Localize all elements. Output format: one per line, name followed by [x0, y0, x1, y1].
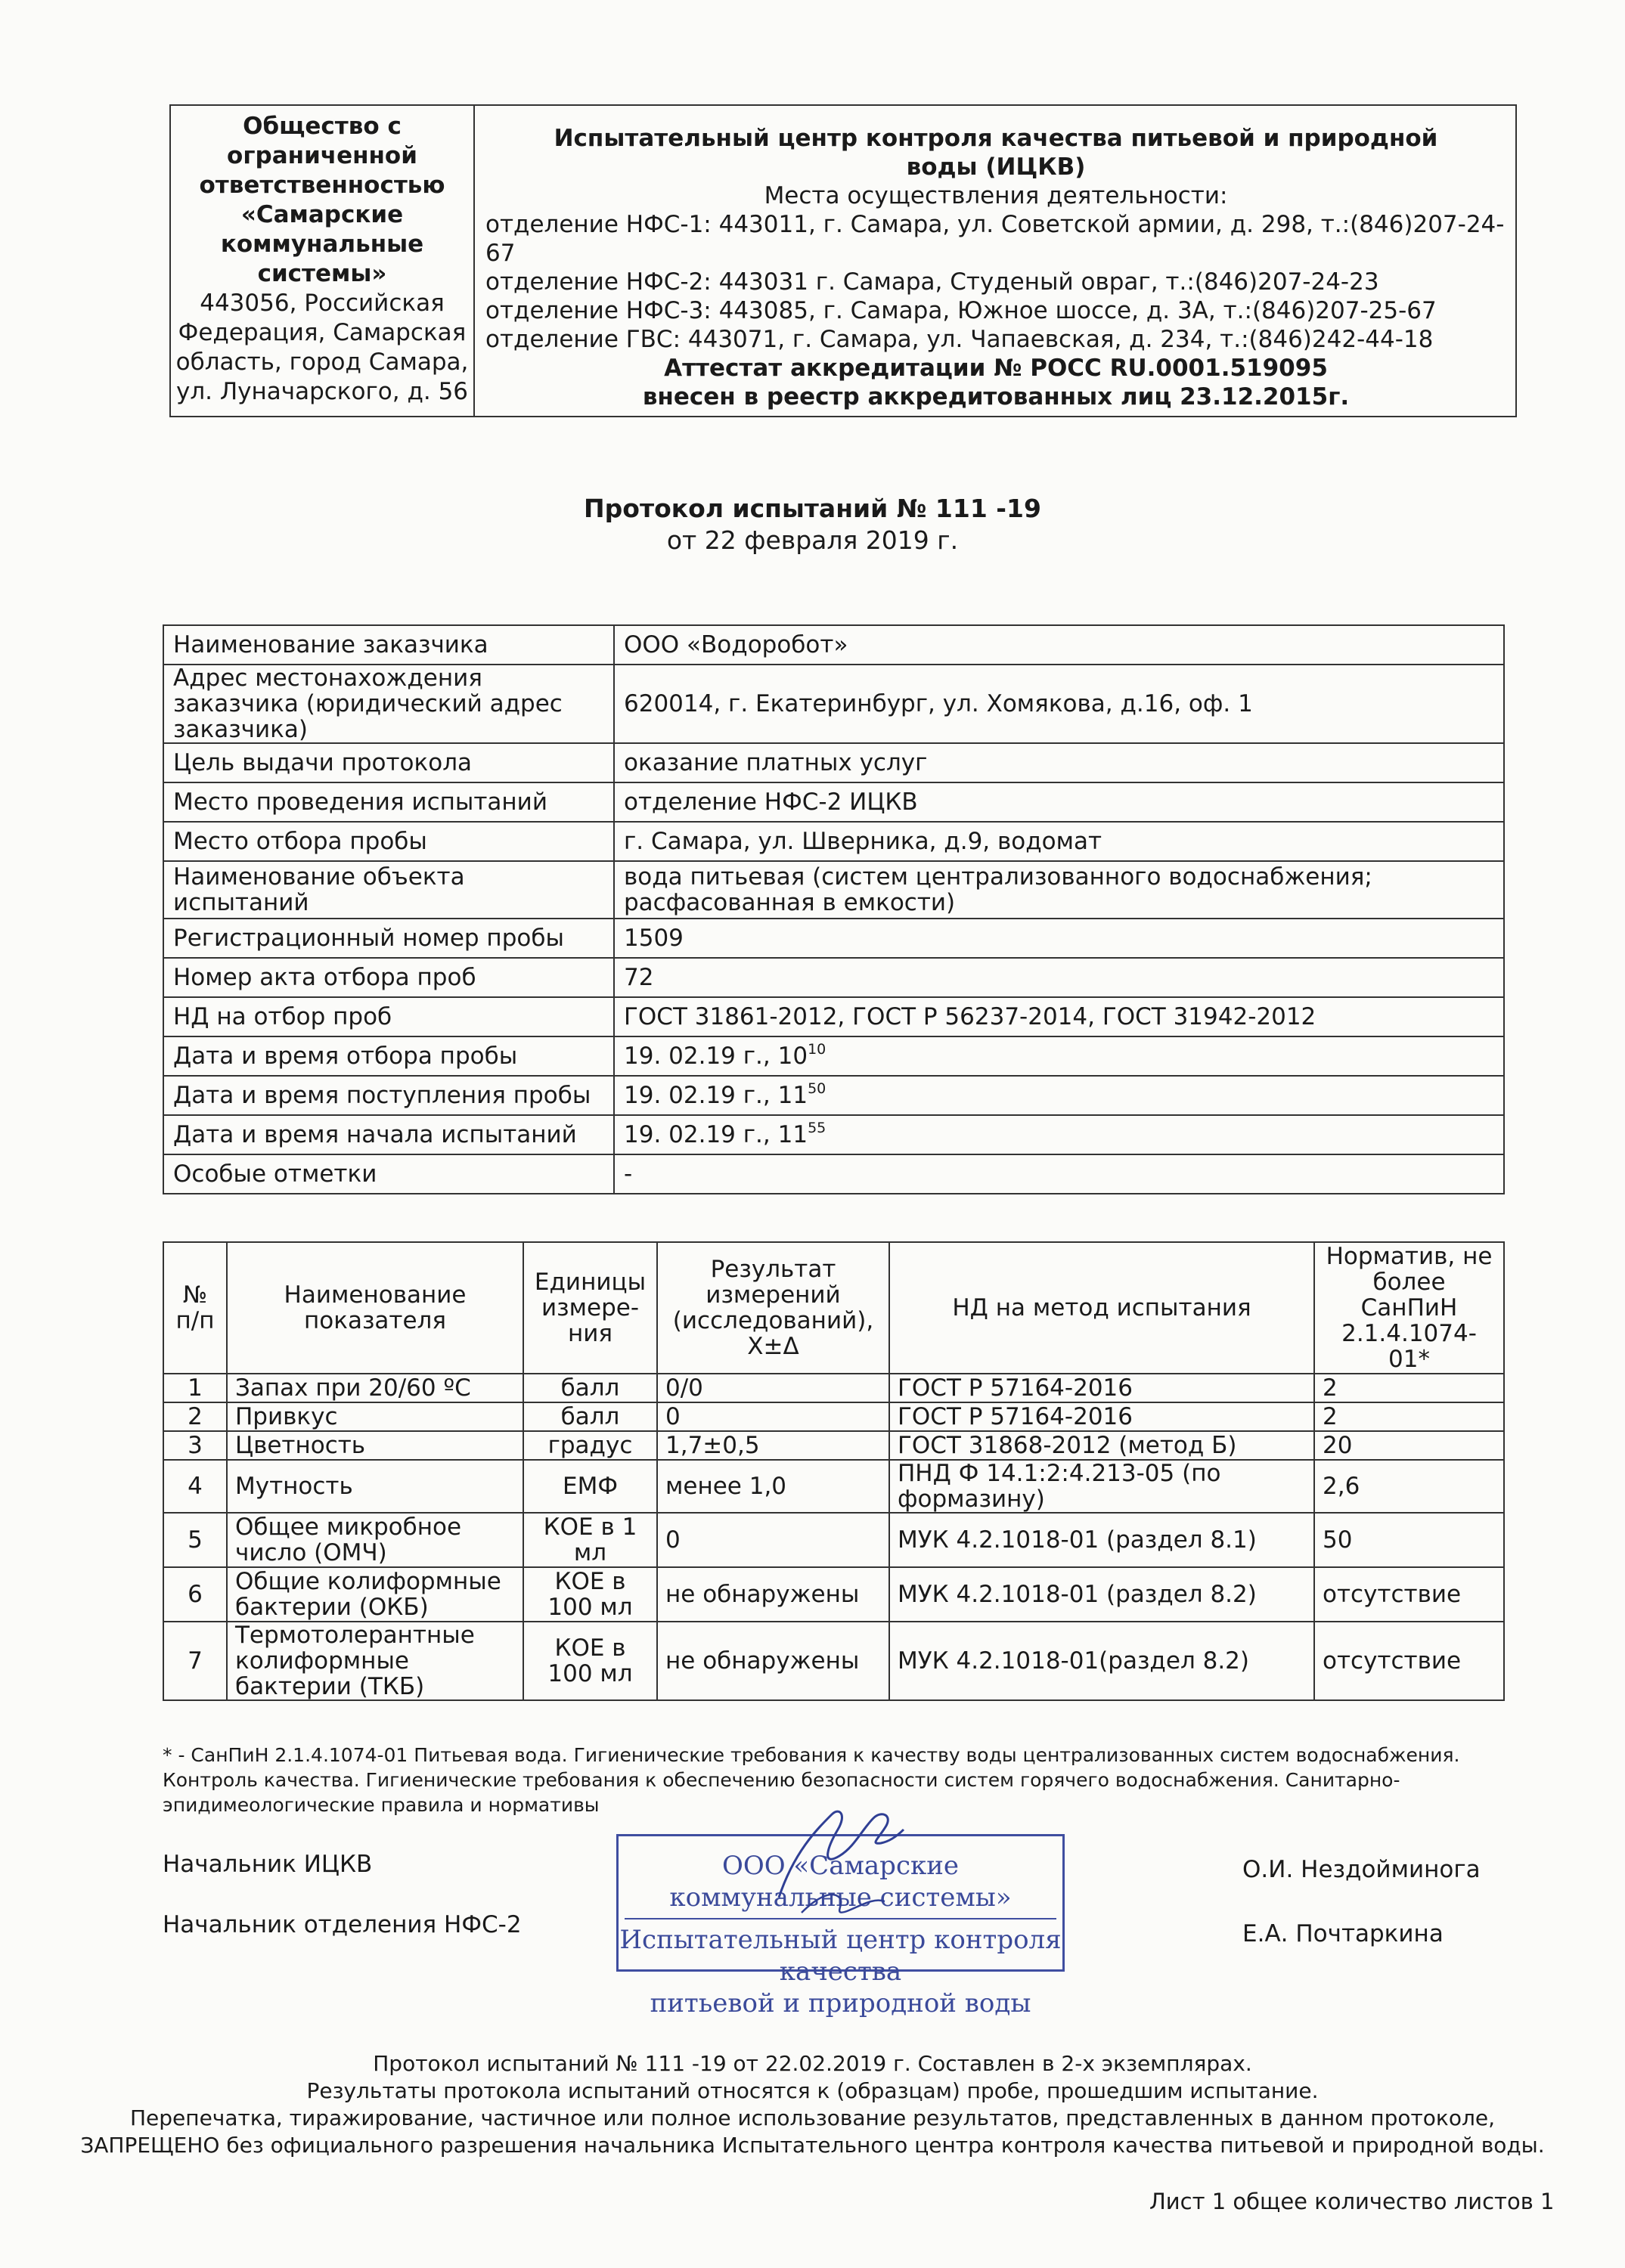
info-key: Наименование заказчика: [163, 625, 614, 665]
info-key: Наименование объекта испытаний: [163, 861, 614, 919]
cell-norm: отсутствие: [1314, 1622, 1504, 1700]
cell-method: ГОСТ Р 57164-2016: [889, 1402, 1314, 1431]
info-key: Особые отметки: [163, 1154, 614, 1194]
cell-result: 0/0: [657, 1374, 889, 1402]
time-minutes: 55: [808, 1120, 826, 1136]
time-minutes: 10: [808, 1041, 826, 1058]
branch-line: отделение ГВС: 443071, г. Самара, ул. Чапаевская, д. 234, т.:(846)242-44-18: [485, 326, 1434, 353]
org-address-line: область, город Самара,: [175, 349, 469, 376]
cell-method: МУК 4.2.1018-01 (раздел 8.2): [889, 1567, 1314, 1622]
info-value: [614, 782, 1504, 822]
cell-number: 7: [163, 1622, 227, 1700]
places-label: Места осуществления деятельности:: [764, 182, 1228, 209]
protocol-title: Протокол испытаний № 111 -19: [584, 494, 1041, 523]
cell-number: 6: [163, 1567, 227, 1622]
info-value: [614, 1036, 1504, 1076]
header-norm: Норматив, не более СанПиН 2.1.4.1074-01*: [1314, 1242, 1504, 1374]
cell-name: Мутность: [227, 1460, 523, 1513]
info-value: [614, 861, 1504, 919]
center-title-line: Испытательный центр контроля качества питьевой и природной: [554, 125, 1438, 152]
info-value: [614, 919, 1504, 958]
info-value-text: 1509: [624, 925, 684, 952]
result-row: [163, 1374, 1504, 1402]
info-row: [163, 1115, 1504, 1154]
cell-name: Привкус: [227, 1402, 523, 1431]
header-unit: Единицы измере-ния: [523, 1242, 657, 1374]
info-table: [163, 624, 1505, 1194]
bottom-line: ЗАПРЕЩЕНО без официального разрешения начальника Испытательного центра контроля качества питьевой и природной воды.: [80, 2133, 1545, 2158]
header-method: НД на метод испытания: [889, 1242, 1314, 1374]
info-value: [614, 1076, 1504, 1115]
org-name: [171, 112, 473, 289]
header-box: [169, 104, 1517, 417]
org-name-line: ограниченной: [227, 142, 417, 169]
cell-result: 1,7±0,5: [657, 1431, 889, 1460]
cell-result: 0: [657, 1513, 889, 1567]
info-key: Место отбора пробы: [163, 822, 614, 861]
bottom-line: Результаты протокола испытаний относятся к (образцам) пробе, прошедшим испытание.: [306, 2078, 1319, 2103]
info-key: Номер акта отбора проб: [163, 958, 614, 997]
info-value-text: ООО «Водоробот»: [624, 631, 848, 658]
sheet-count: Лист 1 общее количество листов 1: [1149, 2189, 1555, 2214]
info-value: [614, 1115, 1504, 1154]
cell-result: не обнаружены: [657, 1622, 889, 1700]
info-value: [614, 997, 1504, 1036]
cell-unit: ЕМФ: [523, 1460, 657, 1513]
cell-number: 4: [163, 1460, 227, 1513]
stamp-line: ООО «Самарские коммунальные системы»: [669, 1851, 1012, 1913]
info-value-text: отделение НФС-2 ИЦКВ: [624, 789, 918, 816]
cell-number: 5: [163, 1513, 227, 1567]
info-value-text: г. Самара, ул. Шверника, д.9, водомат: [624, 828, 1102, 855]
cell-unit: балл: [523, 1402, 657, 1431]
info-value-text: 19. 02.19 г., 10: [624, 1043, 808, 1070]
result-row: [163, 1402, 1504, 1431]
cell-unit: балл: [523, 1374, 657, 1402]
header-number: № п/п: [163, 1242, 227, 1374]
header-result: Результат измерений (исследований), Х±Δ: [657, 1242, 889, 1374]
cell-unit: градус: [523, 1431, 657, 1460]
cell-unit: КОЕ в 100 мл: [523, 1622, 657, 1700]
info-row: [163, 861, 1504, 919]
result-row: [163, 1567, 1504, 1622]
info-value-text: -: [624, 1160, 633, 1188]
signature-name-2: Е.А. Почтаркина: [1242, 1920, 1444, 1947]
info-row: [163, 625, 1504, 665]
result-row: [163, 1431, 1504, 1460]
branch-line: отделение НФС-1: 443011, г. Самара, ул. Советской армии, д. 298, т.:(846)207-24-67: [485, 211, 1505, 267]
accreditation: Аттестат аккредитации № РОСС RU.0001.519095: [664, 355, 1328, 382]
signature-role-1: Начальник ИЦКВ: [163, 1851, 373, 1878]
cell-number: 3: [163, 1431, 227, 1460]
result-row: [163, 1460, 1504, 1513]
center-title: [476, 124, 1515, 181]
center-title-line: воды (ИЦКВ): [906, 153, 1086, 181]
info-key: Регистрационный номер пробы: [163, 919, 614, 958]
info-key: Дата и время поступления пробы: [163, 1076, 614, 1115]
info-row: [163, 822, 1504, 861]
info-value-text: оказание платных услуг: [624, 749, 928, 776]
branch-line: отделение НФС-2: 443031 г. Самара, Студеный овраг, т.:(846)207-24-23: [485, 268, 1379, 296]
org-address: [171, 289, 473, 407]
info-row: [163, 1036, 1504, 1076]
info-value-text: 19. 02.19 г., 11: [624, 1121, 808, 1148]
cell-number: 2: [163, 1402, 227, 1431]
signature-role-2: Начальник отделения НФС-2: [163, 1911, 522, 1938]
org-name-line: «Самарские: [240, 201, 404, 228]
cell-method: ПНД Ф 14.1:2:4.213-05 (по формазину): [889, 1460, 1314, 1513]
cell-norm: 20: [1314, 1431, 1504, 1460]
cell-unit: КОЕ в 1 мл: [523, 1513, 657, 1567]
info-row: [163, 782, 1504, 822]
info-row: [163, 1154, 1504, 1194]
org-name-line: Общество с: [243, 113, 402, 140]
cell-name: Цветность: [227, 1431, 523, 1460]
info-value: [614, 625, 1504, 665]
cell-result: не обнаружены: [657, 1567, 889, 1622]
handwritten-signature: [749, 1784, 915, 1935]
info-row: [163, 665, 1504, 743]
org-name-line: ответственностью: [199, 172, 445, 199]
stamp-line: питьевой и природной воды: [650, 1988, 1031, 2019]
result-row: [163, 1622, 1504, 1700]
org-address-line: 443056, Российская: [200, 290, 445, 317]
cell-method: ГОСТ 31868-2012 (метод Б): [889, 1431, 1314, 1460]
cell-number: 1: [163, 1374, 227, 1402]
info-key: НД на отбор проб: [163, 997, 614, 1036]
info-key: Дата и время отбора пробы: [163, 1036, 614, 1076]
info-value-text: ГОСТ 31861-2012, ГОСТ Р 56237-2014, ГОСТ 31942-2012: [624, 1003, 1316, 1030]
cell-norm: отсутствие: [1314, 1567, 1504, 1622]
cell-name: Общее микробное число (ОМЧ): [227, 1513, 523, 1567]
cell-method: ГОСТ Р 57164-2016: [889, 1374, 1314, 1402]
info-row: [163, 1076, 1504, 1115]
org-name-line: системы»: [257, 260, 387, 287]
cell-method: МУК 4.2.1018-01(раздел 8.2): [889, 1622, 1314, 1700]
cell-norm: 2: [1314, 1374, 1504, 1402]
protocol-date: от 22 февраля 2019 г.: [666, 525, 959, 555]
info-value: [614, 822, 1504, 861]
info-row: [163, 919, 1504, 958]
time-minutes: 50: [808, 1080, 826, 1097]
info-key: Адрес местонахождения заказчика (юридический адрес заказчика): [163, 665, 614, 743]
bottom-notes: [0, 2050, 1625, 2159]
cell-method: МУК 4.2.1018-01 (раздел 8.1): [889, 1513, 1314, 1567]
header-name: Наименование показателя: [227, 1242, 523, 1374]
branch-line: отделение НФС-3: 443085, г. Самара, Южное шоссе, д. 3А, т.:(846)207-25-67: [485, 297, 1437, 324]
bottom-line: Перепечатка, тиражирование, частичное или полное использование результатов, представленных в данном протоколе,: [129, 2105, 1495, 2130]
info-key: Цель выдачи протокола: [163, 743, 614, 782]
info-value: [614, 665, 1504, 743]
protocol-title-block: [0, 493, 1625, 556]
info-value: [614, 743, 1504, 782]
cell-norm: 50: [1314, 1513, 1504, 1567]
info-value-text: 19. 02.19 г., 11: [624, 1082, 808, 1109]
bottom-line: Протокол испытаний № 111 -19 от 22.02.2019 г. Составлен в 2-х экземплярах.: [373, 2051, 1252, 2076]
info-value: [614, 958, 1504, 997]
info-value-text: вода питьевая (систем централизованного водоснабжения; расфасованная в емкости): [624, 863, 1372, 916]
org-address-line: Федерация, Самарская: [178, 319, 467, 346]
info-value-text: 620014, г. Екатеринбург, ул. Хомякова, д.16, оф. 1: [624, 690, 1253, 717]
info-key: Дата и время начала испытаний: [163, 1115, 614, 1154]
results-header-row: [163, 1242, 1504, 1374]
info-row: [163, 997, 1504, 1036]
info-row: [163, 958, 1504, 997]
info-row: [163, 743, 1504, 782]
stamp-line: Испытательный центр контроля качества: [619, 1925, 1062, 1987]
signature-name-1: О.И. Нездойминога: [1242, 1856, 1481, 1883]
cell-norm: 2,6: [1314, 1460, 1504, 1513]
org-name-line: коммунальные: [220, 231, 424, 258]
cell-name: Запах при 20/60 ºС: [227, 1374, 523, 1402]
cell-result: 0: [657, 1402, 889, 1431]
footnote: * - СанПиН 2.1.4.1074-01 Питьевая вода. Гигиенические требования к качеству воды централизованных систем водоснабжения. Контроль качества. Гигиенические требования к обеспечению безопасности систем горячего водоснабжения. Санитарно-эпидимеологические правила и нормативы: [163, 1744, 1460, 1816]
cell-name: Термотолерантные колиформные бактерии (ТКБ): [227, 1622, 523, 1700]
cell-norm: 2: [1314, 1402, 1504, 1431]
result-row: [163, 1513, 1504, 1567]
results-table: [163, 1241, 1505, 1701]
info-key: Место проведения испытаний: [163, 782, 614, 822]
cell-unit: КОЕ в 100 мл: [523, 1567, 657, 1622]
org-address-line: ул. Луначарского, д. 56: [175, 378, 469, 405]
cell-name: Общие колиформные бактерии (ОКБ): [227, 1567, 523, 1622]
registry: внесен в реестр аккредитованных лиц 23.12.2015г.: [642, 383, 1350, 411]
cell-result: менее 1,0: [657, 1460, 889, 1513]
center-block: [476, 106, 1515, 411]
info-value-text: 72: [624, 964, 654, 991]
org-block: [171, 106, 475, 416]
info-value: [614, 1154, 1504, 1194]
